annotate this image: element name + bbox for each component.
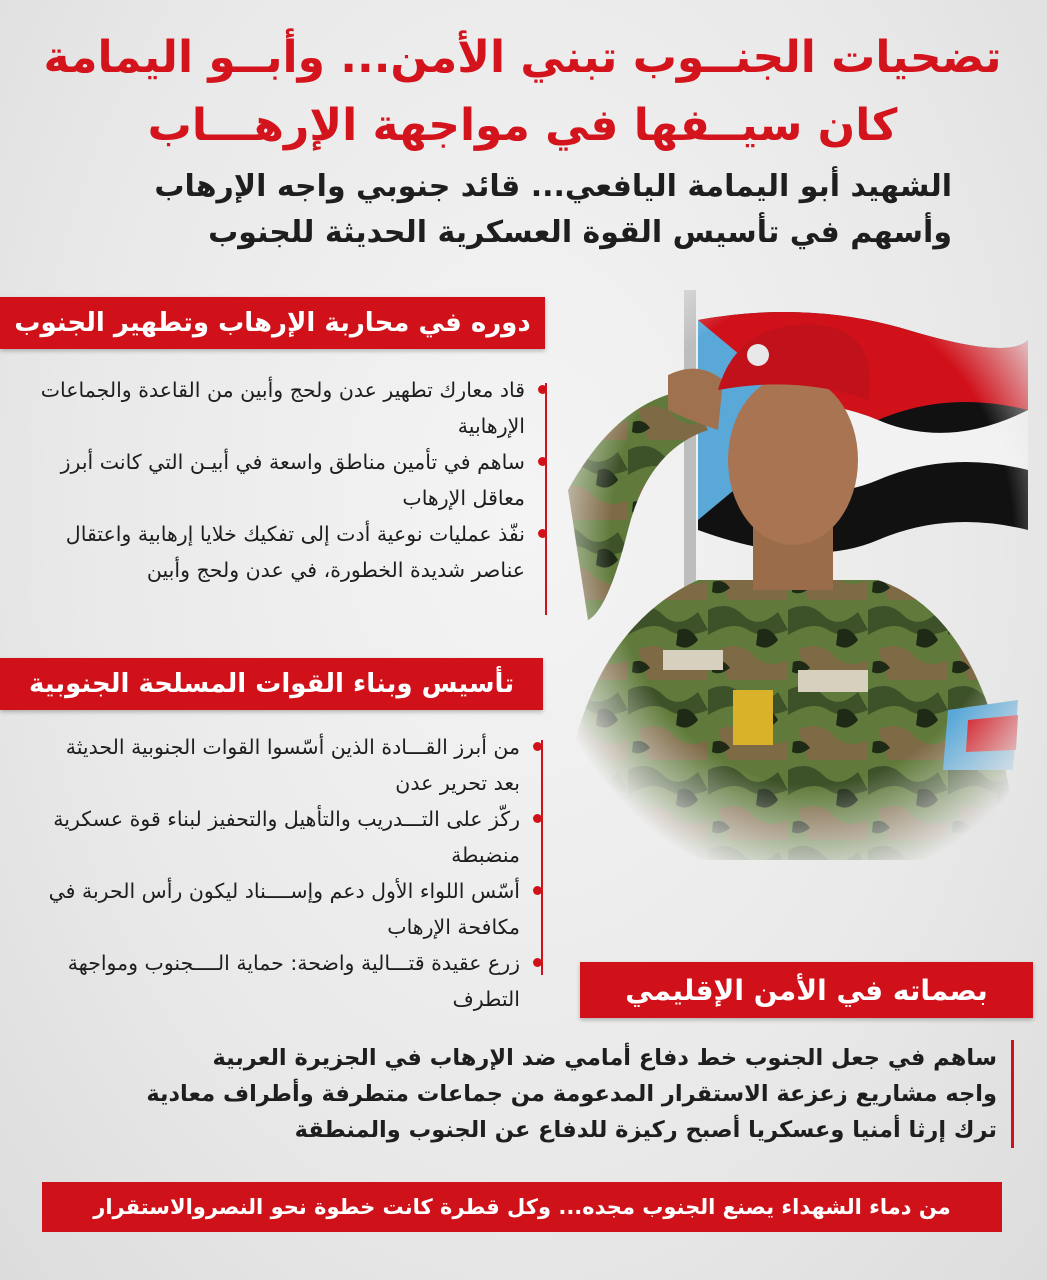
footer-banner: من دماء الشهداء يصنع الجنوب مجده... وكل قطرة كانت خطوة نحو النصروالاستقرار — [42, 1182, 1002, 1232]
subheadline-line-1: الشهيد أبو اليمامة اليافعي... قائد جنوبي واجه الإرهاب — [154, 169, 952, 204]
list-item: قاد معارك تطهير عدن ولحج وأبين من القاعدة والجماعات الإرهابية — [37, 372, 547, 444]
headline-line-2: كان سيــفها في مواجهة الإرهـــاب — [147, 100, 898, 151]
list-item: من أبرز القـــادة الذين أسّسوا القوات الجنوبية الحديثة بعد تحرير عدن — [37, 729, 542, 801]
section-terrorism-title: دوره في محاربة الإرهاب وتطهير الجنوب — [0, 297, 545, 349]
section-forces-title: تأسيس وبناء القوات المسلحة الجنوبية — [0, 658, 543, 710]
list-item: ركّز على التـــدريب والتأهيل والتحفيز لبناء قوة عسكرية منضبطة — [37, 801, 542, 873]
section-regional-title: بصماته في الأمن الإقليمي — [580, 962, 1033, 1018]
subheadline-line-2: وأسهم في تأسيس القوة العسكرية الحديثة للجنوب — [208, 215, 952, 250]
list-item: واجه مشاريع زعزعة الاستقرار المدعومة من جماعات متطرفة وأطراف معادية — [146, 1081, 997, 1107]
list-item: زرع عقيدة قتـــالية واضحة: حماية الــــجنوب ومواجهة التطرف — [37, 945, 542, 1017]
list-item: ساهم في جعل الجنوب خط دفاع أمامي ضد الإرهاب في الجزيرة العربية — [212, 1045, 997, 1071]
soldier-saluting-photo — [548, 280, 1028, 860]
headline-line-1: تضحيات الجنــوب تبني الأمن... وأبــو اليمامة — [43, 32, 1002, 83]
list-item: ترك إرثا أمنيا وعسكريا أصبح ركيزة للدفاع عن الجنوب والمنطقة — [294, 1117, 997, 1143]
section-terrorism-list — [37, 372, 547, 588]
list-item: ساهم في تأمين مناطق واسعة في أبيـن التي كانت أبرز معاقل الإرهاب — [37, 444, 547, 516]
section-forces-list — [37, 729, 542, 1017]
list-item: أسّس اللواء الأول دعم وإســــناد ليكون رأس الحربة في مكافحة الإرهاب — [37, 873, 542, 945]
section-regional-list — [77, 1040, 1014, 1148]
list-item: نفّذ عمليات نوعية أدت إلى تفكيك خلايا إرهابية واعتقال عناصر شديدة الخطورة، في عدن ولحج وأبين — [37, 516, 547, 588]
face — [728, 375, 858, 545]
